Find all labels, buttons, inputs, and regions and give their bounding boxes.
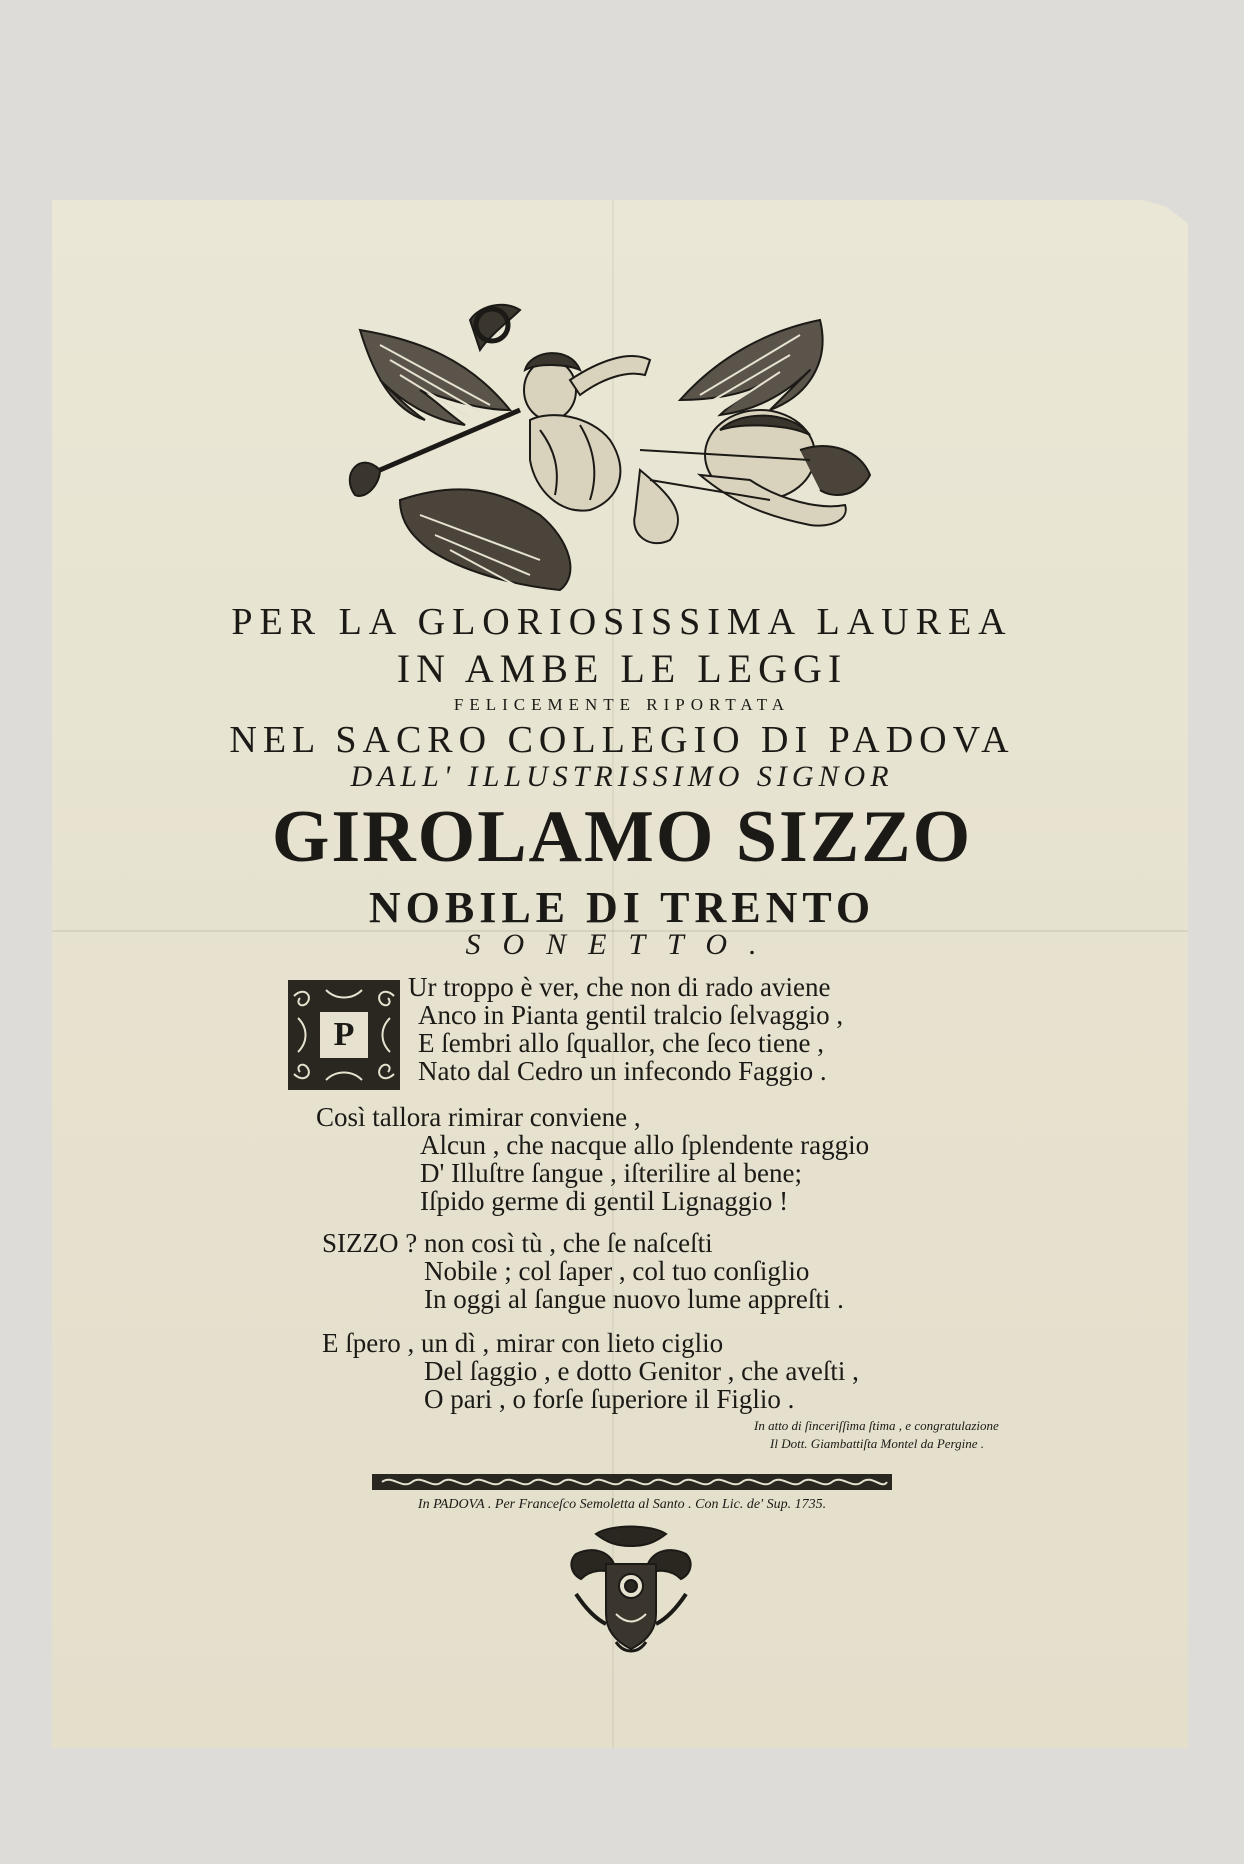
verse-line: Nato dal Cedro un infecondo Faggio . bbox=[418, 1056, 827, 1086]
verse-line: Così tallora rimirar conviene , bbox=[316, 1102, 641, 1132]
verse-line: E ſembri allo ſquallor, che ſeco tiene , bbox=[418, 1028, 825, 1058]
angel-woodcut-icon bbox=[340, 300, 910, 600]
title-line-3: FELICEMENTE RIPORTATA bbox=[453, 695, 791, 714]
signature-line-2: Il Dott. Giambattiſta Montel da Pergine . bbox=[770, 1436, 984, 1451]
verse-line: D' Illuſtre ſangue , iſterilire al bene; bbox=[420, 1158, 802, 1188]
drop-cap-letter: P bbox=[333, 1016, 355, 1053]
title-line-2: IN AMBE LE LEGGI bbox=[396, 646, 848, 691]
printer-imprint: In PADOVA . Per Franceſco Semoletta al Santo . Con Lic. de' Sup. 1735. bbox=[417, 1497, 827, 1512]
verse-line: Iſpido germe di gentil Lignaggio ! bbox=[420, 1186, 789, 1216]
verse-line: Alcun , che nacque allo ſplendente raggio bbox=[420, 1130, 870, 1160]
honoree-name: GIROLAMO SIZZO bbox=[271, 796, 973, 878]
title-line-1: PER LA GLORIOSISSIMA LAUREA bbox=[231, 601, 1013, 643]
genre-heading: SONETTO. bbox=[465, 928, 779, 961]
verse-line: O pari , o forſe ſuperiore il Figlio . bbox=[424, 1384, 795, 1414]
verse-line: Anco in Pianta gentil tralcio ſelvaggio , bbox=[418, 1000, 844, 1030]
ornamental-rule-icon bbox=[372, 1470, 892, 1494]
signature-line-1: In atto di ſinceriſſima ſtima , e congratulazione bbox=[754, 1418, 999, 1433]
title-line-7: NOBILE DI TRENTO bbox=[368, 883, 876, 932]
title-line-5: DALL' ILLUSTRISSIMO SIGNOR bbox=[350, 760, 894, 793]
verse-line: Del ſaggio , e dotto Genitor , che aveſti , bbox=[424, 1356, 859, 1386]
verse-line: SIZZO ? non così tù , che ſe naſceſti bbox=[322, 1228, 713, 1258]
verse-line: E ſpero , un dì , mirar con lieto ciglio bbox=[322, 1328, 724, 1358]
verse-line: Ur troppo è ver, che non di rado aviene bbox=[408, 972, 831, 1002]
verse-line: Nobile ; col ſaper , col tuo conſiglio bbox=[424, 1256, 810, 1286]
printers-crest-icon bbox=[556, 1524, 706, 1660]
verse-line: In oggi al ſangue nuovo lume appreſti . bbox=[424, 1284, 844, 1314]
title-line-4: NEL SACRO COLLEGIO DI PADOVA bbox=[229, 719, 1015, 761]
